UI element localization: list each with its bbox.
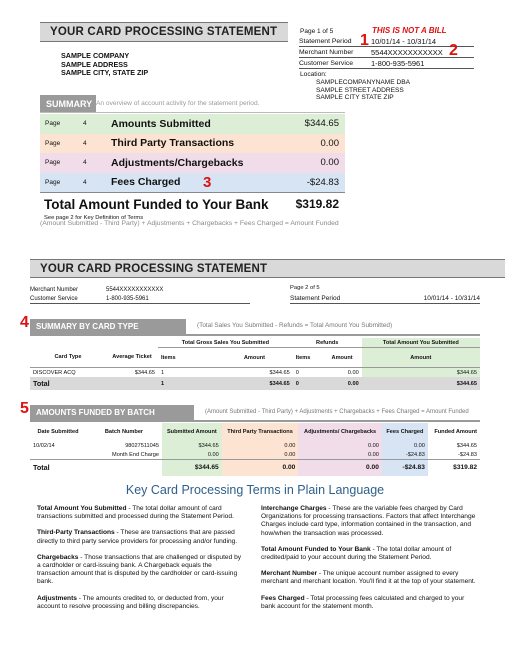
by-batch-subtitle: (Amount Submitted - Third Party) + Adjustments + Chargebacks + Fees Charged = Amount Funded	[205, 409, 469, 415]
summary-row-page: Page	[45, 178, 61, 186]
col-header: Card Type	[54, 354, 82, 361]
statement-header-1	[40, 22, 288, 42]
service-value-2: 1-800-935-5961	[106, 295, 149, 302]
summary-row-value: -$24.83	[306, 176, 339, 188]
summary-row-third-party	[40, 134, 345, 154]
page-number-2: Page 2 of 5	[290, 285, 320, 291]
cell: -$24.83	[382, 450, 428, 460]
col-header: Batch Number	[104, 428, 144, 435]
merchant-value-2: 5544XXXXXXXXXXX	[106, 287, 164, 294]
merchant-label-2: Merchant Number	[30, 287, 79, 294]
summary-row-page-num: 4	[83, 178, 87, 186]
group-gross: Total Gross Sales You Submitted	[158, 338, 293, 348]
cell: $344.65	[162, 460, 222, 476]
term-name: Fees Charged	[261, 594, 305, 602]
summary-title: SUMMARY	[46, 99, 93, 109]
company-name: SAMPLE COMPANY	[61, 51, 130, 60]
cell: 0	[295, 380, 299, 387]
cell: 0.00	[382, 441, 428, 450]
cell: -$24.83	[458, 451, 477, 458]
by-batch-divider	[30, 420, 480, 422]
location-city: SAMPLE CITY STATE ZIP	[316, 94, 394, 102]
service-value: 1-800-935-5961	[371, 58, 425, 68]
term-name: Third-Party Transactions	[37, 529, 115, 537]
period-label: Statement Period	[299, 37, 352, 45]
summary-total-label: Total Amount Funded to Your Bank	[44, 196, 269, 212]
cell: 0	[295, 369, 299, 376]
cell: 0.00	[222, 441, 299, 450]
statement-info-box	[299, 36, 474, 69]
terms-title: Key Card Processing Terms in Plain Language	[125, 483, 385, 497]
term-item	[37, 529, 242, 545]
company-city: SAMPLE CITY, STATE ZIP	[61, 68, 149, 77]
not-a-bill-label: THIS IS NOT A BILL	[372, 26, 447, 35]
summary-row-page-num: 4	[83, 120, 87, 128]
terms-right-column	[261, 505, 479, 611]
company-street: SAMPLE ADDRESS	[61, 59, 128, 69]
term-item	[261, 570, 479, 586]
cell: $319.82	[453, 464, 477, 472]
service-label: Customer Service	[299, 59, 354, 67]
cell: 1	[161, 369, 165, 376]
summary-row-adjustments	[40, 153, 345, 173]
cell: DISCOVER ACQ	[33, 369, 76, 376]
col-header: Date Submitted	[37, 428, 79, 435]
term-text: - These are the variable fees charged by Card Organizations for processing transactions. Factors that affect Interchange Charges include card type, information contained in the transaction, and how/when the transaction was processed.	[261, 505, 476, 537]
summary-table	[40, 114, 345, 221]
by-card-title: SUMMARY BY CARD TYPE	[36, 322, 139, 331]
location-label: Location:	[300, 71, 327, 78]
col-header: Funded Amount	[434, 428, 477, 435]
cell: Total	[33, 463, 50, 473]
term-name: Adjustments	[37, 594, 77, 602]
table-row	[30, 368, 480, 378]
summary-row-page-num: 4	[83, 139, 87, 147]
cell: 10/02/14	[33, 442, 55, 449]
summary-total-value: $319.82	[295, 197, 339, 211]
by-batch-title: AMOUNTS FUNDED BY BATCH	[36, 408, 155, 417]
summary-divider	[40, 112, 345, 113]
col-header: Average Ticket	[112, 354, 152, 360]
company-address	[61, 52, 148, 78]
by-batch-table	[30, 423, 480, 476]
summary-row-label: Amounts Submitted	[111, 117, 211, 130]
term-name: Interchange Charges	[261, 505, 327, 512]
summary-row-page: Page	[45, 139, 61, 147]
terms-left-column	[37, 505, 242, 611]
page-number-1: Page 1 of 5	[300, 28, 334, 35]
col-header: Items	[161, 354, 176, 361]
cell: $344.65	[134, 369, 155, 376]
period-value-2: 10/01/14 - 10/31/14	[423, 295, 480, 302]
by-card-divider	[30, 334, 480, 336]
merchant-value: 5544XXXXXXXXXXX	[371, 47, 443, 57]
cell: Total	[33, 379, 50, 388]
summary-row-value: $344.65	[304, 118, 339, 130]
cell	[30, 450, 86, 460]
cell	[106, 377, 158, 390]
term-item	[37, 554, 242, 587]
callout-3: 3	[203, 173, 212, 191]
service-label-2: Customer Service	[30, 295, 78, 302]
location-street: SAMPLE STREET ADDRESS	[316, 86, 404, 94]
col-header: Adjustments/ Chargebacks	[298, 423, 382, 441]
callout-1: 1	[360, 32, 369, 49]
statement2-info	[30, 286, 250, 304]
table-total-row	[30, 460, 480, 476]
term-text: - Those transactions that are challenged or disputed by a cardholder or card-issuing bank. A Chargeback equals the transaction amount that is disputed by the cardholder or card-issuing bank.	[37, 553, 242, 586]
cell: 1	[161, 380, 165, 387]
summary-row-page: Page	[45, 159, 61, 167]
cell: 98027511045	[125, 442, 159, 449]
col-header: Amount	[331, 354, 353, 361]
term-name: Merchant Number	[261, 570, 318, 578]
cell: 0.00	[222, 460, 299, 476]
period-label-2: Statement Period	[290, 295, 341, 302]
term-text: - The unique account number assigned to every merchant and merchant location. You'll find it at the top of your statement.	[261, 570, 476, 586]
cell: 0.00	[298, 450, 382, 460]
term-text: - These are transactions that are passed directly to third party service providers for processing and/or funding.	[37, 529, 238, 545]
table-total-row	[30, 377, 480, 390]
location-name: SAMPLECOMPANYNAME DBA	[316, 78, 411, 86]
term-text: - The total dollar amount of credited/paid to your account during the Statement Period.	[261, 545, 452, 562]
statement-title-2: YOUR CARD PROCESSING STATEMENT	[40, 262, 268, 275]
term-item	[261, 595, 479, 611]
cell: $344.65	[162, 441, 222, 450]
summary-row-label: Fees Charged	[111, 176, 181, 189]
summary-row-value: 0.00	[320, 157, 339, 169]
by-card-table	[30, 338, 480, 390]
term-item	[37, 595, 242, 611]
cell: 0.00	[347, 380, 359, 387]
summary-row-value: 0.00	[320, 137, 339, 149]
cell: $344.65	[456, 380, 477, 387]
term-name: Total Amount Funded to Your Bank	[261, 545, 371, 553]
cell: 0.00	[162, 450, 222, 460]
statement2-period	[290, 294, 480, 304]
group-refunds: Refunds	[293, 338, 362, 348]
summary-title-bar	[40, 95, 96, 113]
term-text: - The total dollar amount of card transactions submitted and processed during the Statement Period.	[37, 505, 234, 521]
table-row	[30, 450, 480, 460]
term-name: Total Amount You Submitted	[37, 505, 127, 512]
cell: Month End Charge	[112, 451, 159, 458]
by-card-subtitle: (Total Sales You Submitted - Refunds = Total Amount You Submitted)	[197, 322, 393, 329]
cell: 0.00	[298, 460, 382, 476]
summary-row-page-num: 4	[83, 159, 87, 167]
term-text: - Total processing fees calculated and charged to your bank account for the statement month.	[261, 594, 465, 610]
term-item	[261, 505, 479, 538]
term-item	[37, 505, 242, 521]
statement-header-2	[30, 259, 505, 278]
cell: 0.00	[222, 450, 299, 460]
table-row	[30, 441, 480, 450]
summary-row-label: Third Party Transactions	[111, 137, 235, 150]
cell: -$24.83	[382, 460, 428, 476]
col-header: Submitted Amount	[162, 423, 222, 441]
cell: $344.65	[362, 368, 480, 378]
cell: 0.00	[347, 369, 359, 376]
cell: 0.00	[298, 441, 382, 450]
term-name: Chargebacks	[37, 553, 79, 561]
by-batch-title-bar	[30, 405, 194, 420]
summary-subtitle: An overview of account activity for the statement period.	[96, 100, 260, 107]
col-header: Amount	[362, 348, 480, 368]
cell: $344.65	[269, 380, 290, 387]
callout-4: 4	[20, 314, 29, 331]
group-total: Total Amount You Submitted	[362, 338, 480, 348]
col-header: Third Party Transactions	[222, 423, 299, 441]
group-spacer	[30, 338, 158, 348]
summary-row-label: Adjustments/Chargebacks	[111, 156, 244, 169]
cell: $344.65	[456, 442, 477, 449]
cell	[86, 460, 162, 476]
summary-row-submitted	[40, 114, 345, 134]
summary-note: See page 2 for Key Definition of Terms	[44, 215, 144, 221]
col-header: Items	[295, 354, 311, 361]
summary-total-row	[40, 192, 345, 215]
term-text: - The amounts credited to, or deducted from, your account to resolve processing and billing discrepancies.	[37, 594, 224, 610]
summary-formula: (Amount Submitted - Third Party) + Adjustments + Chargebacks + Fees Charged = Amount Funded	[40, 220, 339, 227]
location-block	[300, 71, 410, 102]
col-header: Fees Charged	[382, 423, 428, 441]
col-header: Amount	[243, 354, 266, 361]
by-card-title-bar	[30, 319, 186, 334]
callout-5: 5	[20, 400, 29, 417]
summary-row-fees	[40, 173, 345, 193]
period-value: 10/01/14 - 10/31/14	[371, 36, 437, 46]
statement-title: YOUR CARD PROCESSING STATEMENT	[50, 26, 278, 38]
callout-2: 2	[449, 42, 458, 59]
cell: $344.65	[269, 369, 290, 376]
term-item	[261, 546, 479, 562]
summary-row-page: Page	[45, 120, 61, 128]
merchant-label: Merchant Number	[299, 48, 354, 56]
